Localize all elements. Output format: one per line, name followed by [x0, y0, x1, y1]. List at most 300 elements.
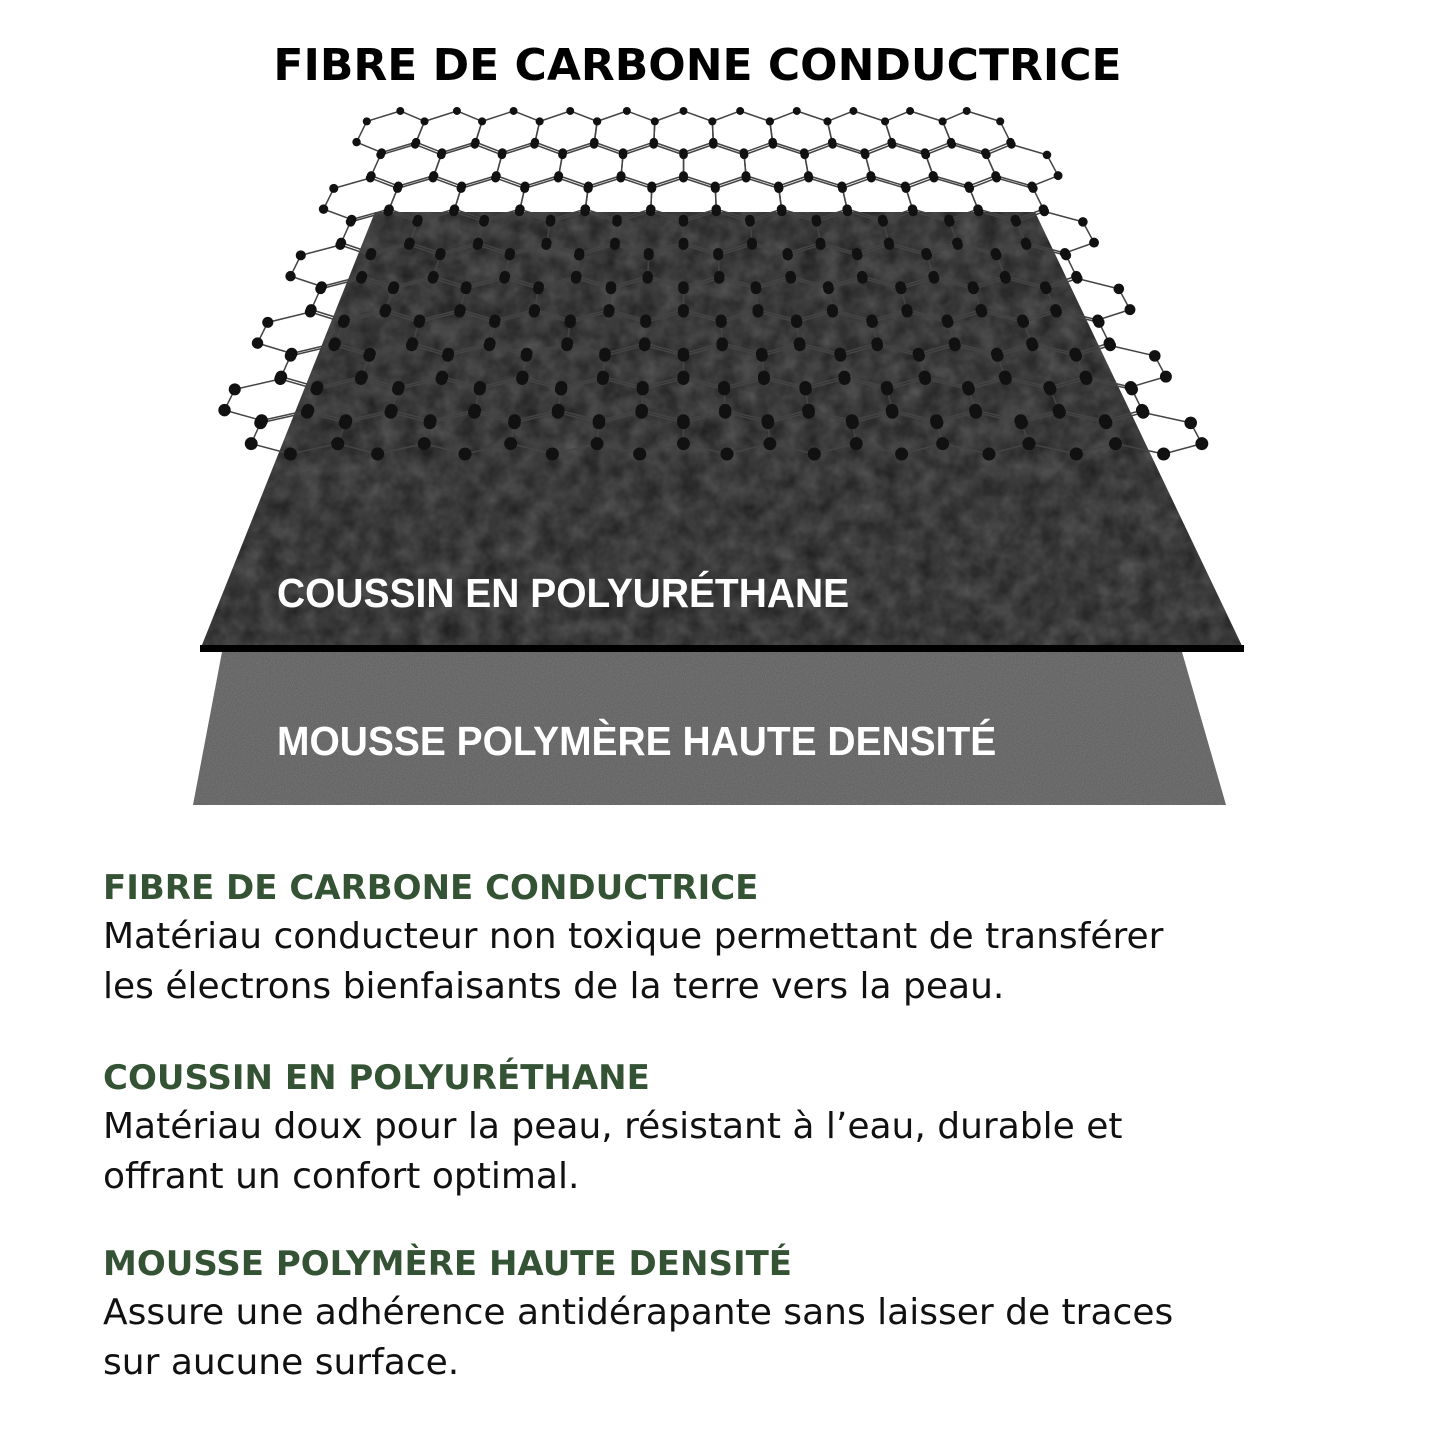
carbon-atom	[593, 417, 606, 430]
carbon-bond	[684, 111, 713, 121]
carbon-bond	[746, 176, 779, 186]
carbon-bond	[842, 176, 871, 186]
carbon-atom	[637, 383, 649, 395]
carbon-atom	[740, 151, 749, 160]
carbon-atom	[580, 207, 589, 216]
carbon-atom	[861, 151, 870, 160]
carbon-atom	[642, 273, 652, 283]
carbon-atom	[751, 284, 762, 295]
carbon-bond	[559, 176, 589, 186]
carbon-atom	[566, 107, 574, 115]
carbon-atom	[800, 383, 812, 395]
carbon-atom	[804, 174, 813, 183]
carbon-atom	[756, 350, 768, 362]
carbon-atom	[939, 117, 947, 125]
carbon-bond	[773, 142, 805, 152]
carbon-atom	[515, 207, 524, 216]
carbon-bond	[773, 144, 805, 154]
carbon-atom	[712, 207, 721, 216]
carbon-atom	[843, 207, 852, 216]
carbon-atom	[747, 240, 757, 250]
carbon-atom	[1100, 417, 1113, 430]
carbon-bond	[652, 178, 684, 188]
carbon-atom	[346, 217, 356, 227]
section-heading: FIBRE DE CARBONE CONDUCTRICE	[103, 868, 759, 908]
carbon-bond	[462, 176, 497, 186]
carbon-atom	[461, 284, 472, 295]
carbon-atom	[363, 350, 375, 362]
carbon-atom	[835, 350, 847, 362]
carbon-atom	[963, 107, 971, 115]
text-line: Assure une adhérence antidérapante sans laisser de traces	[103, 1292, 1174, 1333]
text-line: offrant un confort optimal.	[103, 1156, 580, 1197]
text-line: sur aucune surface.	[103, 1342, 460, 1383]
carbon-atom	[591, 437, 604, 450]
carbon-atom	[680, 107, 688, 115]
carbon-bond	[744, 142, 773, 152]
carbon-atom	[992, 174, 1001, 183]
carbon-bond	[496, 178, 525, 188]
carbon-bond	[804, 142, 832, 152]
carbon-atom	[942, 317, 953, 328]
carbon-bond	[540, 111, 571, 121]
section-heading: MOUSSE POLYMÈRE HAUTE DENSITÉ	[103, 1244, 793, 1284]
carbon-atom	[603, 307, 614, 318]
carbon-atom	[646, 207, 655, 216]
carbon-atom	[437, 151, 446, 160]
carbon-atom	[812, 217, 822, 227]
carbon-atom	[468, 406, 480, 418]
carbon-atom	[919, 373, 931, 385]
carbon-atom	[1022, 437, 1035, 450]
carbon-bond	[442, 142, 476, 152]
carbon-atom	[823, 117, 831, 125]
carbon-atom	[436, 373, 448, 385]
carbon-bond	[594, 144, 623, 154]
carbon-atom	[301, 406, 313, 418]
carbon-bond	[652, 176, 684, 186]
carbon-atom	[838, 184, 847, 193]
section-text	[103, 1288, 1403, 1388]
carbon-atom	[677, 437, 690, 450]
carbon-atom	[1195, 437, 1208, 450]
carbon-atom	[1157, 447, 1170, 460]
carbon-atom	[1054, 171, 1063, 180]
carbon-atom	[974, 207, 983, 216]
carbon-atom	[510, 107, 518, 115]
carbon-atom	[411, 140, 419, 148]
carbon-atom	[992, 350, 1004, 362]
carbon-atom	[593, 117, 601, 125]
carbon-atom	[474, 383, 486, 395]
carbon-atom	[396, 107, 404, 115]
section-text	[103, 912, 1403, 1012]
carbon-atom	[612, 217, 622, 227]
carbon-atom	[850, 437, 863, 450]
carbon-atom	[774, 184, 783, 193]
carbon-bond	[588, 178, 621, 188]
carbon-atom	[766, 117, 774, 125]
carbon-bond	[502, 144, 535, 154]
carbon-atom	[529, 307, 540, 318]
carbon-bond	[871, 176, 905, 186]
carbon-atom	[505, 250, 515, 260]
carbon-atom	[953, 240, 963, 250]
carbon-bond	[1143, 412, 1190, 422]
carbon-atom	[284, 447, 297, 460]
carbon-bond	[832, 142, 864, 152]
carbon-atom	[846, 417, 859, 430]
carbon-bond	[853, 111, 885, 121]
carbon-atom	[262, 317, 273, 328]
carbon-atom	[561, 340, 572, 351]
carbon-bond	[683, 178, 715, 188]
carbon-bond	[996, 176, 1032, 186]
carbon-atom	[1051, 307, 1062, 318]
carbon-atom	[769, 140, 777, 148]
carbon-atom	[458, 447, 471, 460]
carbon-atom	[679, 217, 689, 227]
section-heading: COUSSIN EN POLYURÉTHANE	[103, 1058, 650, 1098]
carbon-bond	[476, 142, 503, 152]
carbon-atom	[982, 151, 991, 160]
carbon-atom	[489, 317, 500, 328]
carbon-atom	[365, 250, 375, 260]
carbon-atom	[478, 117, 486, 125]
carbon-atom	[881, 383, 893, 395]
carbon-atom	[296, 250, 306, 260]
carbon-atom	[823, 284, 834, 295]
carbon-atom	[530, 140, 538, 148]
carbon-atom	[379, 307, 390, 318]
carbon-atom	[404, 240, 414, 250]
carbon-bond	[623, 142, 654, 152]
carbon-atom	[1061, 250, 1071, 260]
carbon-atom	[498, 151, 507, 160]
carbon-atom	[571, 273, 581, 283]
carbon-bond	[1044, 211, 1082, 221]
text-line: Matériau doux pour la peau, résistant à l’eau, durable et	[103, 1106, 1123, 1147]
carbon-bond	[885, 111, 910, 121]
carbon-atom	[384, 406, 396, 418]
carbon-bond	[627, 111, 655, 121]
carbon-bond	[597, 111, 627, 121]
carbon-atom	[886, 406, 898, 418]
carbon-atom	[315, 284, 326, 295]
carbon-atom	[520, 184, 529, 193]
carbon-bond	[367, 111, 401, 121]
carbon-atom	[392, 383, 404, 395]
carbon-atom	[554, 174, 563, 183]
section-text	[103, 1102, 1403, 1202]
carbon-atom	[1080, 373, 1092, 385]
carbon-atom	[965, 184, 974, 193]
carbon-atom	[1022, 240, 1032, 250]
carbon-atom	[762, 417, 775, 430]
carbon-atom	[1184, 417, 1197, 430]
carbon-atom	[827, 307, 838, 318]
text-line: les électrons bienfaisants de la terre vers la peau.	[103, 966, 1005, 1007]
carbon-bond	[655, 111, 684, 121]
carbon-bond	[827, 111, 853, 121]
carbon-atom	[763, 437, 776, 450]
carbon-atom	[1018, 317, 1029, 328]
carbon-bond	[654, 144, 684, 154]
carbon-atom	[633, 447, 646, 460]
carbon-atom	[328, 340, 339, 351]
carbon-bond	[475, 144, 502, 154]
diagram-title: FIBRE DE CARBONE CONDUCTRICE	[273, 40, 1122, 91]
carbon-bond	[770, 111, 797, 121]
carbon-atom	[913, 350, 925, 362]
carbon-atom	[1149, 350, 1161, 362]
carbon-atom	[335, 240, 345, 250]
carbon-atom	[872, 340, 883, 351]
carbon-bond	[514, 111, 540, 121]
carbon-atom	[285, 350, 297, 362]
carbon-atom	[1125, 304, 1136, 315]
carbon-atom	[794, 340, 805, 351]
carbon-atom	[719, 406, 731, 418]
carbon-atom	[639, 340, 650, 351]
carbon-atom	[1070, 447, 1083, 460]
carbon-bond	[805, 144, 833, 154]
carbon-bond	[235, 379, 281, 389]
carbon-atom	[356, 273, 366, 283]
carbon-atom	[777, 207, 786, 216]
carbon-bond	[268, 312, 311, 322]
carbon-atom	[1027, 340, 1038, 351]
carbon-bond	[588, 176, 621, 186]
carbon-atom	[803, 406, 815, 418]
carbon-atom	[383, 207, 392, 216]
carbon-atom	[1007, 140, 1015, 148]
carbon-atom	[711, 184, 720, 193]
carbon-bond	[865, 142, 892, 152]
carbon-atom	[718, 383, 730, 395]
carbon-atom	[929, 273, 939, 283]
carbon-bond	[865, 144, 892, 154]
carbon-atom	[252, 337, 263, 348]
carbon-atom	[558, 151, 567, 160]
carbon-atom	[406, 340, 417, 351]
carbon-bond	[951, 142, 985, 152]
carbon-atom	[640, 317, 651, 328]
carbon-atom	[428, 174, 437, 183]
carbon-bond	[570, 111, 597, 121]
carbon-atom	[449, 207, 458, 216]
carbon-atom	[435, 250, 445, 260]
carbon-atom	[1053, 406, 1065, 418]
carbon-atom	[1070, 350, 1082, 362]
carbon-atom	[418, 437, 431, 450]
carbon-atom	[906, 107, 914, 115]
carbon-atom	[922, 250, 932, 260]
carbon-atom	[229, 383, 241, 395]
carbon-atom	[428, 273, 438, 283]
carbon-atom	[1040, 207, 1049, 216]
text-line: Matériau conducteur non toxique permettant de transférer	[103, 916, 1164, 957]
carbon-atom	[599, 350, 611, 362]
carbon-bond	[740, 111, 770, 121]
carbon-atom	[371, 447, 384, 460]
carbon-atom	[1072, 273, 1082, 283]
carbon-atom	[471, 140, 479, 148]
carbon-atom	[948, 140, 956, 148]
carbon-atom	[968, 284, 979, 295]
carbon-atom	[457, 184, 466, 193]
carbon-atom	[1043, 151, 1052, 160]
carbon-atom	[339, 417, 352, 430]
carbon-atom	[1114, 284, 1125, 295]
carbon-bond	[496, 176, 525, 186]
carbon-atom	[393, 184, 402, 193]
carbon-atom	[852, 250, 862, 260]
carbon-atom	[1078, 217, 1088, 227]
carbon-atom	[491, 174, 500, 183]
carbon-atom	[949, 340, 960, 351]
carbon-bond	[779, 178, 809, 188]
carbon-atom	[867, 174, 876, 183]
carbon-atom	[363, 117, 371, 125]
carbon-atom	[742, 174, 751, 183]
carbon-atom	[1093, 317, 1104, 328]
carbon-atom	[709, 140, 717, 148]
carbon-bond	[525, 176, 559, 186]
carbon-bond	[482, 111, 513, 121]
carbon-atom	[1105, 340, 1116, 351]
carbon-atom	[793, 107, 801, 115]
carbon-atom	[786, 273, 796, 283]
carbon-atom	[552, 406, 564, 418]
carbon-bond	[334, 178, 371, 188]
carbon-atom	[218, 404, 230, 416]
carbon-bond	[967, 111, 1001, 121]
carbon-atom	[677, 373, 689, 385]
carbon-atom	[1089, 238, 1099, 248]
carbon-atom	[1109, 437, 1122, 450]
polyurethane-layer-label: COUSSIN EN POLYURÉTHANE	[277, 570, 850, 616]
carbon-bond	[712, 111, 740, 121]
carbon-atom	[1137, 406, 1149, 418]
carbon-atom	[976, 307, 987, 318]
carbon-atom	[319, 204, 328, 213]
carbon-atom	[424, 417, 437, 430]
carbon-bond	[457, 111, 482, 121]
carbon-atom	[921, 151, 930, 160]
carbon-bond	[684, 176, 716, 186]
carbon-atom	[745, 217, 755, 227]
carbon-bond	[621, 178, 652, 188]
carbon-atom	[606, 284, 617, 295]
carbon-atom	[800, 151, 809, 160]
carbon-atom	[839, 373, 851, 385]
carbon-atom	[982, 447, 995, 460]
carbon-atom	[376, 151, 385, 160]
carbon-bond	[808, 176, 841, 186]
carbon-bond	[1077, 278, 1118, 288]
carbon-atom	[753, 307, 764, 318]
section-polyurethane	[103, 1058, 1403, 1202]
carbon-bond	[684, 144, 714, 154]
carbon-atom	[619, 151, 628, 160]
section-carbon-fiber	[103, 868, 1403, 1012]
carbon-atom	[305, 307, 316, 318]
carbon-bond	[713, 142, 744, 152]
section-foam	[103, 1244, 1403, 1388]
carbon-atom	[901, 184, 910, 193]
carbon-bond	[535, 142, 563, 152]
carbon-bond	[461, 178, 495, 188]
carbon-atom	[649, 140, 657, 148]
carbon-bond	[563, 142, 595, 152]
carbon-atom	[285, 271, 295, 281]
carbon-atom	[679, 174, 688, 183]
carbon-atom	[888, 140, 896, 148]
carbon-bond	[301, 245, 341, 255]
carbon-atom	[590, 140, 598, 148]
carbon-bond	[715, 178, 746, 188]
carbon-atom	[708, 117, 716, 125]
carbon-atom	[881, 117, 889, 125]
carbon-atom	[647, 184, 656, 193]
carbon-atom	[546, 447, 559, 460]
carbon-atom	[902, 307, 913, 318]
carbon-atom	[736, 107, 744, 115]
carbon-atom	[504, 437, 517, 450]
carbon-bond	[425, 111, 457, 121]
carbon-atom	[1000, 373, 1012, 385]
carbon-atom	[623, 107, 631, 115]
carbon-atom	[541, 240, 551, 250]
carbon-atom	[936, 437, 949, 450]
carbon-atom	[536, 117, 544, 125]
carbon-atom	[583, 184, 592, 193]
carbon-atom	[714, 273, 724, 283]
carbon-atom	[412, 217, 422, 227]
foam-layer-label: MOUSSE POLYMÈRE HAUTE DENSITÉ	[277, 718, 997, 764]
carbon-atom	[1012, 217, 1022, 227]
carbon-atom	[713, 250, 723, 260]
carbon-atom	[1029, 184, 1038, 193]
carbon-atom	[996, 117, 1004, 125]
carbon-bond	[715, 176, 746, 186]
carbon-atom	[355, 373, 367, 385]
carbon-atom	[930, 174, 939, 183]
carbon-atom	[366, 174, 375, 183]
carbon-atom	[828, 140, 836, 148]
carbon-atom	[849, 107, 857, 115]
carbon-atom	[331, 437, 344, 450]
carbon-bond	[654, 142, 684, 152]
carbon-atom	[716, 317, 727, 328]
carbon-atom	[878, 217, 888, 227]
carbon-atom	[896, 284, 907, 295]
carbon-atom	[945, 217, 955, 227]
carbon-atom	[720, 447, 733, 460]
carbon-atom	[884, 240, 894, 250]
carbon-atom	[895, 447, 908, 460]
carbon-atom	[716, 340, 727, 351]
carbon-atom	[857, 273, 867, 283]
carbon-atom	[516, 373, 528, 385]
carbon-atom	[484, 340, 495, 351]
carbon-atom	[677, 417, 690, 430]
carbon-atom	[564, 317, 575, 328]
carbon-bond	[623, 144, 654, 154]
carbon-atom	[473, 240, 483, 250]
carbon-atom	[678, 307, 689, 318]
